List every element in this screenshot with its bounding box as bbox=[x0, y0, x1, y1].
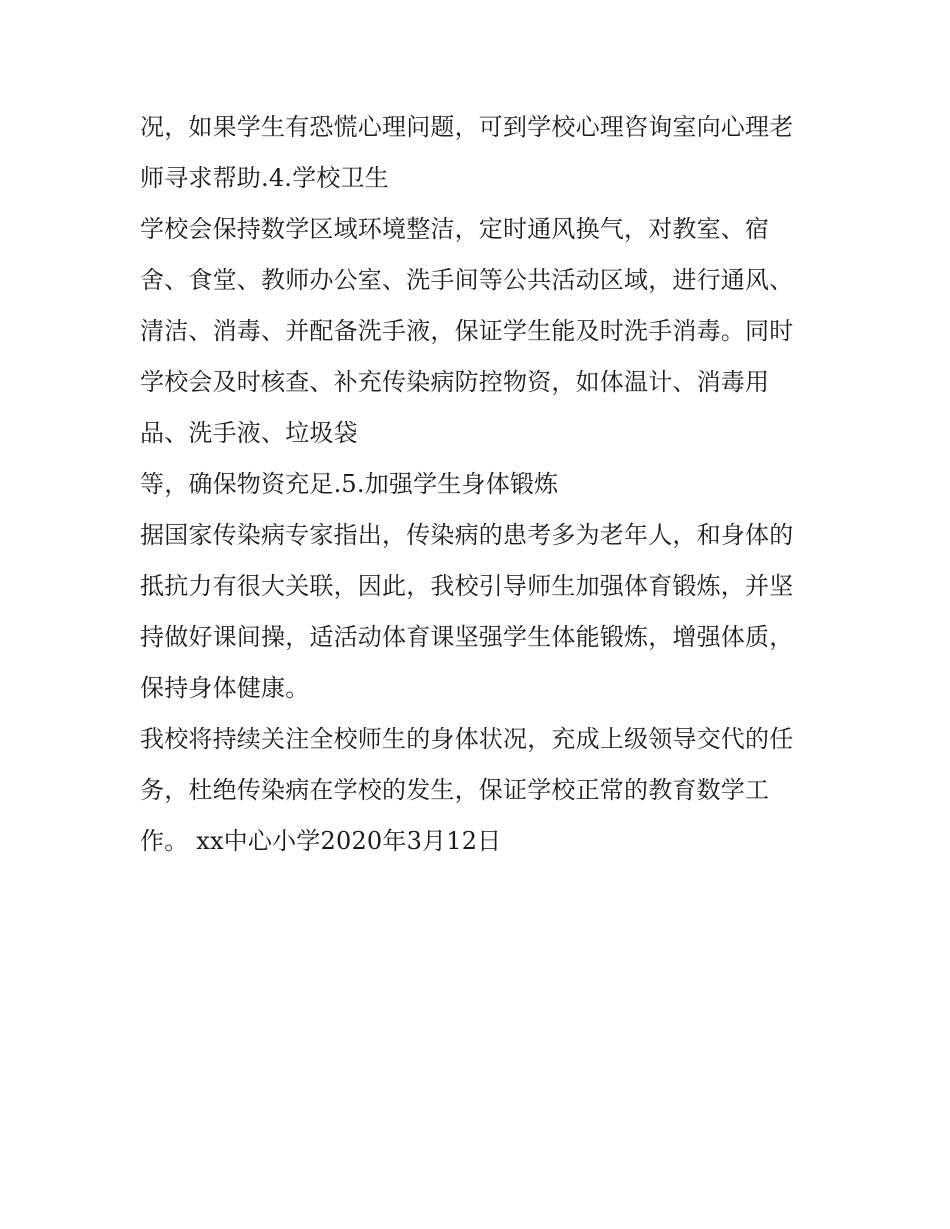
text-line: 师寻求帮助.4.学校卫生 bbox=[140, 164, 389, 192]
text-line: 品、洗手液、垃圾袋 bbox=[140, 419, 358, 447]
text-line: 保持身体健康。 bbox=[140, 674, 310, 702]
text-line: 我校将持续关注全校师生的身体状况，充成上级领导交代的任 bbox=[140, 725, 794, 753]
text-line: 学校会及时核查、补充传染病防控物资，如体温计、消毒用 bbox=[140, 368, 770, 396]
text-line: 务，杜绝传染病在学校的发生，保证学校正常的教育数学工 bbox=[140, 776, 770, 804]
text-line: 学校会保持数学区域环境整洁，定时通风换气，对教室、宿 bbox=[140, 215, 770, 243]
document-body bbox=[140, 102, 820, 867]
text-line: 等，确保物资充足.5.加强学生身体锻炼 bbox=[140, 470, 559, 498]
text-line: 据国家传染病专家指出，传染病的患考多为老年人，和身体的 bbox=[140, 521, 794, 549]
text-line: 抵抗力有很大关联，因此，我校引导师生加强体育锻炼，并坚 bbox=[140, 572, 794, 600]
text-line: 持做好课间操，适活动体育课坚强学生体能锻炼，增强体质， bbox=[140, 623, 794, 651]
signature-line: 作。 xx中心小学2020年3月12日 bbox=[140, 827, 502, 855]
text-line: 舍、食堂、教师办公室、洗手间等公共活动区域，进行通风、 bbox=[140, 266, 794, 294]
text-line: 况，如果学生有恐慌心理问题，可到学校心理咨询室向心理老 bbox=[140, 113, 794, 141]
text-line: 清洁、消毒、并配备洗手液，保证学生能及时洗手消毒。同时 bbox=[140, 317, 794, 345]
